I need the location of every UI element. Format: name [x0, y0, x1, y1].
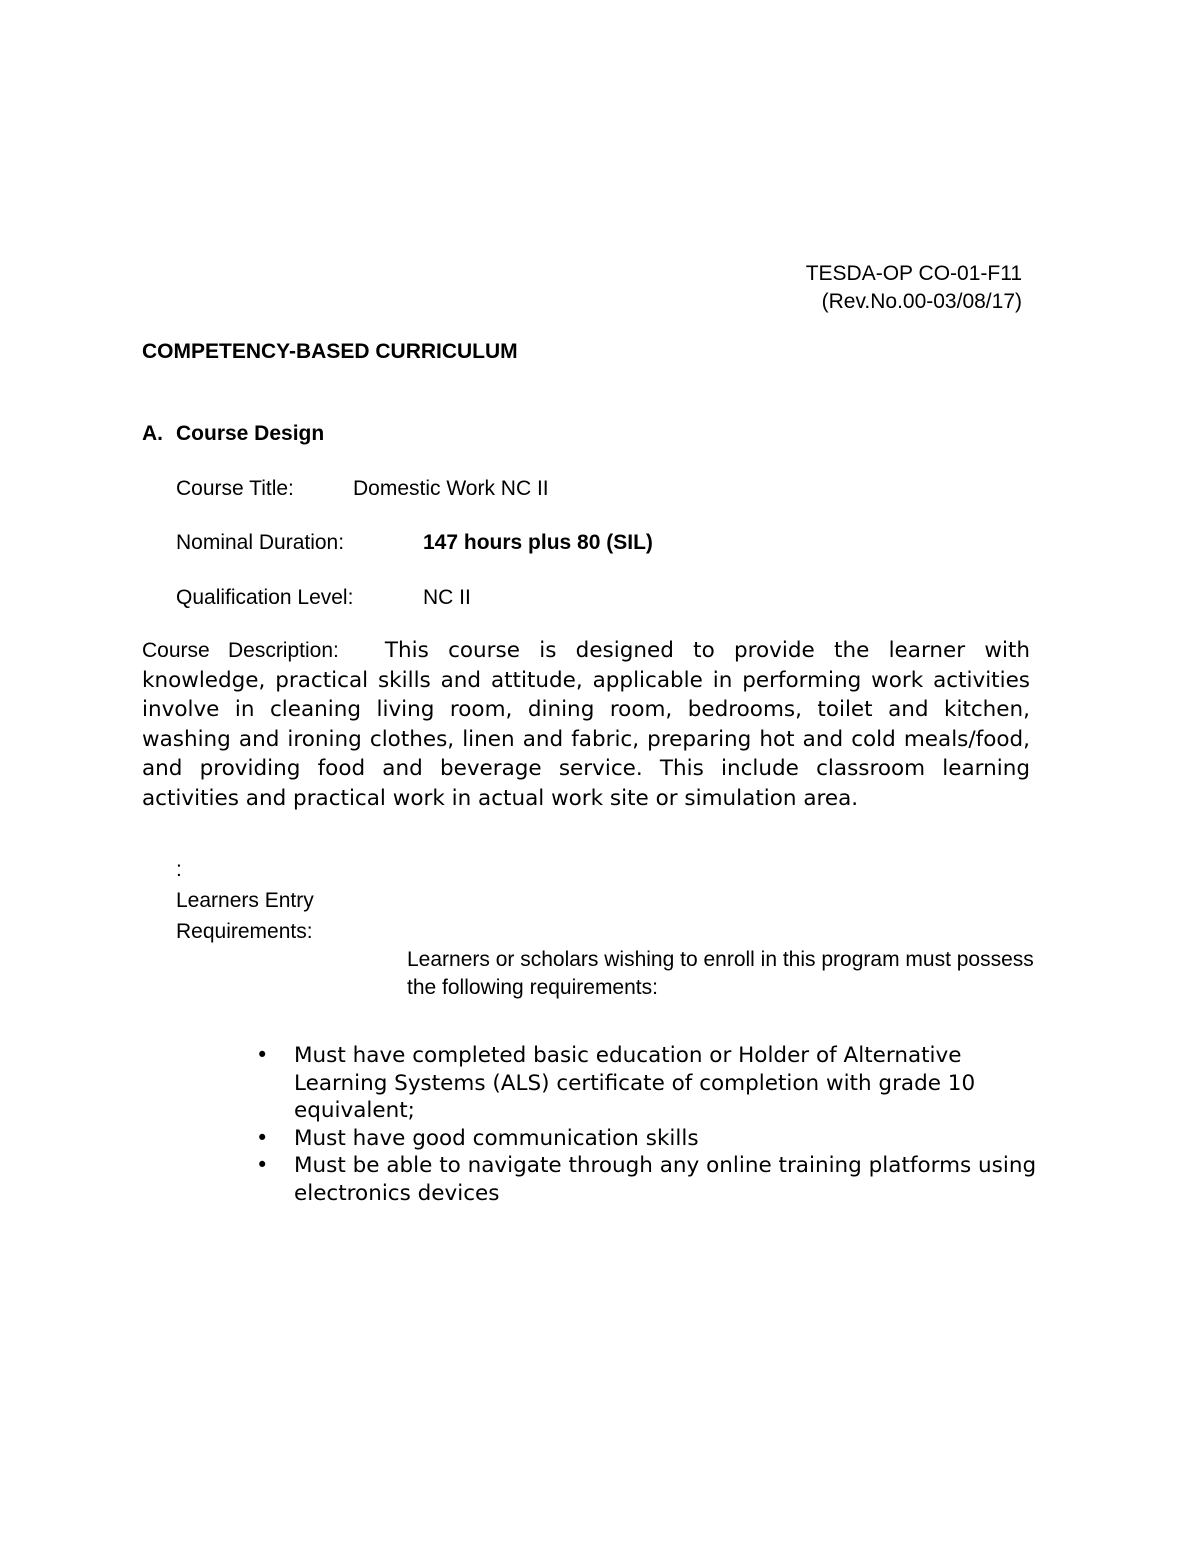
list-item: [256, 1125, 1046, 1153]
list-item: [256, 1152, 1046, 1207]
entry-label-line2: Requirements:: [176, 920, 313, 943]
bullet-icon: •: [256, 1153, 269, 1178]
bullet-icon: •: [256, 1043, 269, 1067]
course-description-text: This course is designed to provide the learner with knowledge, practical skills and attitude, applicable in performing work activities involve in cleaning living room, dining room, bedrooms, toilet and kitchen, washing and ironing clothes, linen and fabric, preparing hot and cold meals/food, and providing food and beverage service. This include classroom learning activities and practical work in actual work site or simulation area.: [142, 638, 1031, 811]
bullet-icon: •: [256, 1125, 269, 1150]
requirement-text: Must have completed basic education or Holder of Alternative Learning Systems (ALS) certificate of completion with grade 10 equivalent;: [294, 1043, 976, 1124]
document-title: COMPETENCY-BASED CURRICULUM: [142, 340, 518, 363]
course-title-value: Domestic Work NC II: [353, 477, 549, 500]
course-description-label: Course Description:: [142, 639, 339, 662]
requirement-text: Must have good communication skills: [294, 1125, 699, 1151]
course-title-label: Course Title:: [176, 477, 294, 500]
nominal-duration-value: 147 hours plus 80 (SIL): [423, 531, 653, 554]
course-description: [142, 636, 1030, 814]
form-code-block: [806, 260, 1022, 316]
requirements-list: [256, 1042, 1046, 1208]
entry-colon: :: [176, 858, 182, 881]
list-item: [256, 1042, 1046, 1125]
form-code: TESDA-OP CO-01-F11: [805, 262, 1022, 285]
entry-label-line1: Learners Entry: [176, 889, 314, 912]
revision-number: (Rev.No.00-03/08/17): [821, 290, 1022, 313]
section-letter: A.: [142, 422, 163, 445]
section-title: Course Design: [176, 422, 325, 445]
nominal-duration-label: Nominal Duration:: [176, 531, 345, 554]
requirement-text: Must be able to navigate through any online training platforms using electronics devices: [294, 1153, 1037, 1206]
qualification-level-value: NC II: [423, 586, 471, 609]
requirements-intro: Learners or scholars wishing to enroll in this program must possess the following requirements:: [407, 948, 1034, 999]
qualification-level-label: Qualification Level:: [176, 586, 354, 609]
